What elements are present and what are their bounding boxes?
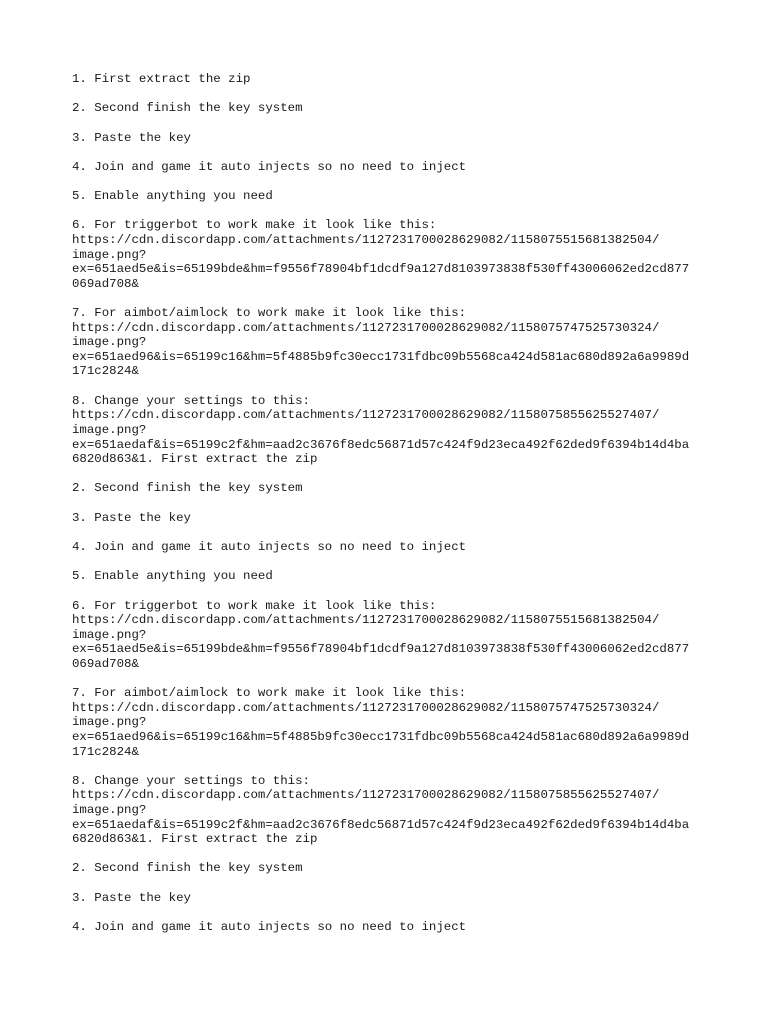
paragraph: 2. Second finish the key system: [72, 481, 303, 496]
paragraph: 3. Paste the key: [72, 890, 191, 905]
paragraph: 4. Join and game it auto injects so no need to inject: [72, 539, 467, 554]
paragraph: 6. For triggerbot to work make it look like this: https://cdn.discordapp.com/attachments/1127231700028629082/1158075515681382504/ image.png? ex=651aed5e&is=65199bde&hm=f9556f78904bf1dcdf9a127d8103973838f530ff43006062ed2cd877 069ad708&: [72, 218, 690, 291]
paragraph: 5. Enable anything you need: [72, 189, 273, 204]
paragraph: 3. Paste the key: [72, 510, 191, 525]
paragraph: 4. Join and game it auto injects so no need to inject: [72, 159, 467, 174]
paragraph: 1. First extract the zip: [72, 72, 251, 86]
paragraph: 8. Change your settings to this: https://cdn.discordapp.com/attachments/1127231700028629082/1158075855625527407/ image.png? ex=651aedaf&is=65199c2f&hm=aad2c3676f8edc56871d57c424f9d23eca492f62ded9f6394b14d4ba 6820d863&1. First extract the zip: [72, 773, 690, 847]
paragraph: 3. Paste the key: [72, 130, 191, 145]
paragraph: 7. For aimbot/aimlock to work make it look like this: https://cdn.discordapp.com/attachments/1127231700028629082/1158075747525730324/ image.png? ex=651aed96&is=65199c16&hm=5f4885b9fc30ecc1731fdbc09b5568ca424d581ac680d892a6a9989d 171c2824&: [72, 306, 690, 379]
paragraph: 6. For triggerbot to work make it look like this: https://cdn.discordapp.com/attachments/1127231700028629082/1158075515681382504/ image.png? ex=651aed5e&is=65199bde&hm=f9556f78904bf1dcdf9a127d8103973838f530ff43006062ed2cd877 069ad708&: [72, 598, 690, 671]
paragraph: 4. Join and game it auto injects so no need to inject: [72, 920, 467, 935]
document-body: [72, 72, 712, 949]
paragraph: 5. Enable anything you need: [72, 569, 273, 584]
paragraph: 8. Change your settings to this: https://cdn.discordapp.com/attachments/1127231700028629082/1158075855625527407/ image.png? ex=651aedaf&is=65199c2f&hm=aad2c3676f8edc56871d57c424f9d23eca492f62ded9f6394b14d4ba 6820d863&1. First extract the zip: [72, 393, 690, 467]
paragraph: 7. For aimbot/aimlock to work make it look like this: https://cdn.discordapp.com/attachments/1127231700028629082/1158075747525730324/ image.png? ex=651aed96&is=65199c16&hm=5f4885b9fc30ecc1731fdbc09b5568ca424d581ac680d892a6a9989d 171c2824&: [72, 686, 690, 759]
paragraph: 2. Second finish the key system: [72, 861, 303, 876]
paragraph: 2. Second finish the key system: [72, 101, 303, 116]
